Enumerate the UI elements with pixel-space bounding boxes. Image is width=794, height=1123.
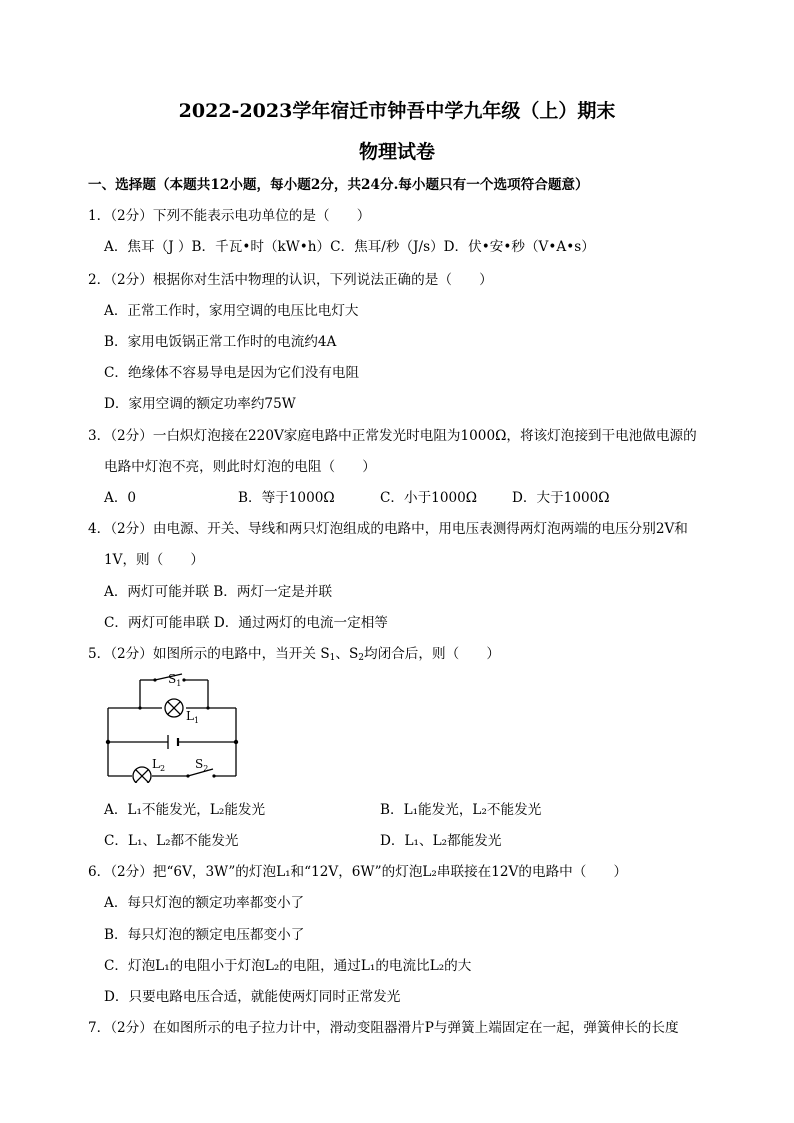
q6-option-d: D．只要电路电压合适，就能使两灯同时正常发光: [104, 989, 401, 1005]
q2-option-d: D．家用空调的额定功率约75W: [104, 396, 296, 412]
document-title: 2022-2023学年宿迁市钟吾中学九年级（上）期末: [178, 100, 616, 122]
q5-option-a: A．L₁不能发光，L₂能发光: [104, 802, 266, 818]
label-s2: $S_2$: [195, 757, 209, 773]
q4-options-cd: C．两灯可能串联 D．通过两灯的电流一定相等: [104, 615, 388, 631]
q7-stem: 7．（2分）在如图所示的电子拉力计中，滑动变阻器滑片P与弹簧上端固定在一起，弹簧伸长的长度: [88, 1020, 679, 1036]
label-s1: $S_1$: [168, 672, 182, 688]
q1-options: A．焦耳（J ）B．千瓦•时（kW•h）C．焦耳/秒（J/s）D．伏•安•秒（V•A•s）: [104, 239, 595, 255]
q6-stem: 6．（2分）把“6V，3W”的灯泡L₁和“12V，6W”的灯泡L₂串联接在12V的电路中（ ）: [88, 864, 628, 880]
q2-option-b: B．家用电饭锅正常工作时的电流约4A: [104, 334, 337, 350]
q5-circuit-diagram: [100, 668, 245, 783]
q3-option-a: A．0: [104, 490, 137, 506]
q5-option-c: C．L₁、L₂都不能发光: [104, 833, 239, 849]
label-l2: $L_2$: [152, 757, 166, 773]
q4-stem-line1: 4．（2分）由电源、开关、导线和两只灯泡组成的电路中，用电压表测得两灯泡两端的电压分别2V和: [88, 521, 688, 537]
q5-option-d: D．L₁、L₂都能发光: [380, 833, 502, 849]
section-heading: 一、选择题（本题共12小题，每小题2分，共24分.每小题只有一个选项符合题意）: [88, 177, 589, 193]
q5-stem: 5．（2分）如图所示的电路中，当开关 $S_1$、$S_2$均闭合后，则（ ）: [88, 646, 500, 663]
q6-option-a: A．每只灯泡的额定功率都变小了: [104, 895, 305, 911]
q5-option-b: B．L₁能发光，L₂不能发光: [380, 802, 542, 818]
q3-option-d: D．大于1000Ω: [512, 490, 610, 506]
q2-stem: 2．（2分）根据你对生活中物理的认识，下列说法正确的是（ ）: [88, 272, 493, 288]
q3-option-c: C．小于1000Ω: [380, 490, 478, 506]
q4-stem-line2: 1V，则（ ）: [104, 552, 205, 568]
document-subtitle: 物理试卷: [358, 141, 435, 163]
q4-options-ab: A．两灯可能并联 B．两灯一定是并联: [104, 584, 333, 600]
q6-option-c: C．灯泡L₁的电阻小于灯泡L₂的电阻，通过L₁的电流比L₂的大: [104, 958, 472, 974]
q3-option-b: B．等于1000Ω: [238, 490, 335, 506]
q3-stem-line2: 电路中灯泡不亮，则此时灯泡的电阻（ ）: [104, 459, 376, 475]
q6-option-b: B．每只灯泡的额定电压都变小了: [104, 927, 305, 943]
q1-stem: 1．（2分）下列不能表示电功单位的是（ ）: [88, 208, 371, 224]
q2-option-a: A．正常工作时，家用空调的电压比电灯大: [104, 303, 359, 319]
label-l1: $L_1$: [186, 709, 200, 725]
q2-option-c: C．绝缘体不容易导电是因为它们没有电阻: [104, 365, 360, 381]
q3-stem-line1: 3．（2分）一白炽灯泡接在220V家庭电路中正常发光时电阻为1000Ω，将该灯泡接到干电池做电源的: [88, 428, 697, 444]
